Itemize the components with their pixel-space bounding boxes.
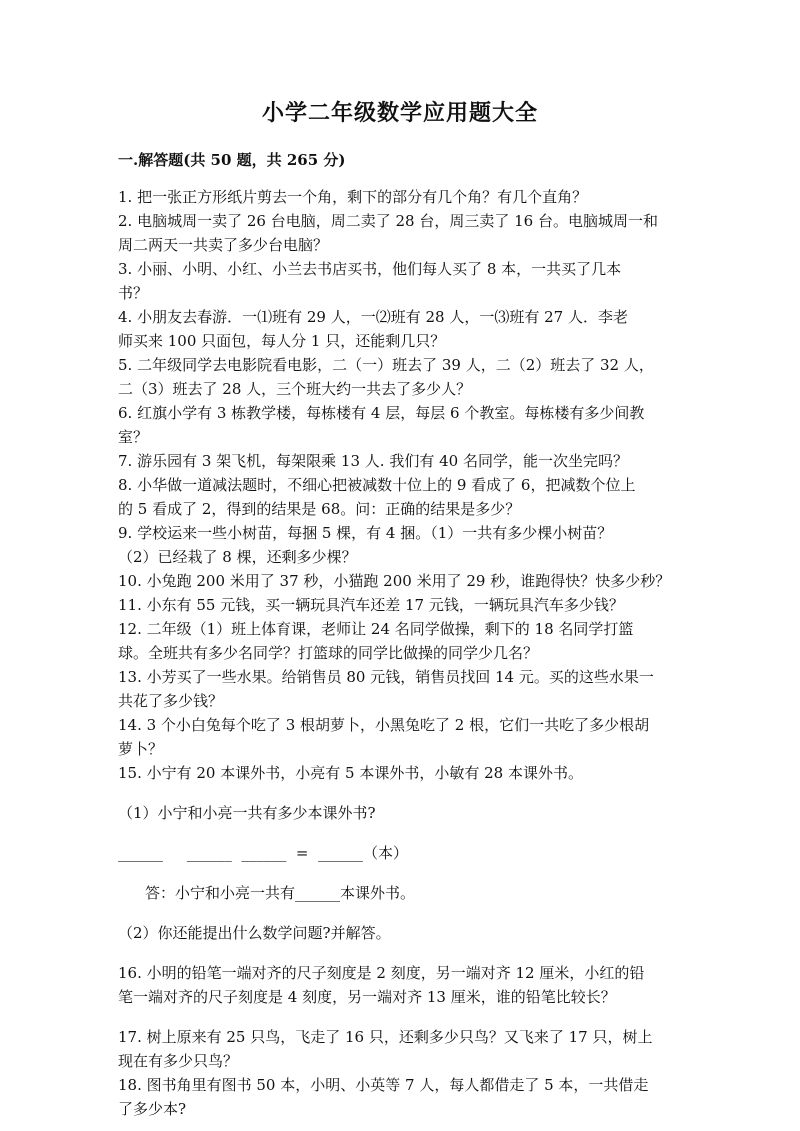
question-16-line-2: 笔一端对齐的尺子刻度是 4 刻度，另一端对齐 13 厘米，谁的铅笔比较长？ [118,988,616,1006]
question-11: 11. 小东有 55 元钱，买一辆玩具汽车还差 17 元钱，一辆玩具汽车多少钱？ [118,596,624,614]
question-12-line-2: 球。全班共有多少名同学？打篮球的同学比做操的同学少几名？ [118,644,539,662]
question-3-line-2: 书？ [118,284,149,302]
question-18-line-1: 18. 图书角里有图书 50 本，小明、小英等 7 人，每人都借走了 5 本，一共借走 [118,1076,649,1094]
question-2-line-2: 周二两天一共卖了多少台电脑？ [118,236,329,254]
question-13-line-2: 共花了多少钱？ [118,692,224,710]
question-17-line-1: 17. 树上原来有 25 只鸟，飞走了 16 只，还剩多少只鸟？又飞来了 17 只，树上 [118,1028,653,1046]
question-18-line-2: 了多少本? [118,1100,187,1118]
question-14-line-2: 萝卜？ [118,740,164,758]
question-14-line-1: 14. 3 个小白兔每个吃了 3 根胡萝卜，小黑兔吃了 2 根，它们一共吃了多少根胡 [118,716,650,734]
question-15-blank-equation: ______ ______ ______ = ______（本） [118,844,409,862]
question-1: 1. 把一张正方形纸片剪去一个角，剩下的部分有几个角？有几个直角？ [118,188,588,206]
question-16-line-1: 16. 小明的铅笔一端对齐的尺子刻度是 2 刻度，另一端对齐 12 厘米，小红的铅 [118,964,645,982]
question-3-line-1: 3. 小丽、小明、小红、小兰去书店买书，他们每人买了 8 本，一共买了几本 [118,260,622,278]
question-9-line-1: 9. 学校运来一些小树苗，每捆 5 棵，有 4 捆。（1）一共有多少棵小树苗？ [118,524,613,542]
question-5-line-2: 二（3）班去了 28 人，三个班大约一共去了多少人？ [118,380,472,398]
question-6-line-1: 6. 红旗小学有 3 栋教学楼，每栋楼有 4 层，每层 6 个教室。每栋楼有多少间教 [118,404,645,422]
page-title: 小学二年级数学应用题大全 [261,100,538,126]
question-9-line-2: （2）已经栽了 8 棵，还剩多少棵？ [118,548,357,566]
question-8-line-1: 8. 小华做一道减法题时，不细心把被减数十位上的 9 看成了 6，把减数个位上 [118,476,636,494]
question-15-part-1: （1）小宁和小亮一共有多少本课外书? [118,804,376,822]
question-17-line-2: 现在有多少只鸟？ [118,1052,239,1070]
question-15-part-2: （2）你还能提出什么数学问题?并解答。 [118,924,391,942]
question-15: 15. 小宁有 20 本课外书，小亮有 5 本课外书，小敏有 28 本课外书。 [118,764,583,782]
question-4-line-1: 4. 小朋友去春游．一⑴班有 29 人，一⑵班有 28 人，一⑶班有 27 人．李老 [118,308,628,326]
question-7: 7. 游乐园有 3 架飞机，每架限乘 13 人. 我们有 40 名同学，能一次坐完吗？ [118,452,628,470]
question-15-answer-line: 答：小宁和小亮一共有______本课外书。 [145,884,416,902]
question-2-line-1: 2. 电脑城周一卖了 26 台电脑，周二卖了 28 台，周三卖了 16 台。电脑城周一和 [118,212,658,230]
question-12-line-1: 12. 二年级（1）班上体育课，老师让 24 名同学做操，剩下的 18 名同学打篮 [118,620,634,638]
question-6-line-2: 室？ [118,428,149,446]
section-heading: 一.解答题(共 50 题，共 265 分) [118,151,346,169]
question-13-line-1: 13. 小芳买了一些水果。给销售员 80 元钱，销售员找回 14 元。买的这些水果一 [118,668,654,686]
question-5-line-1: 5. 二年级同学去电影院看电影，二（一）班去了 39 人，二（2）班去了 32 人， [118,356,654,374]
question-4-line-2: 师买来 100 只面包，每人分 1 只，还能剩几只？ [118,332,446,350]
question-10: 10. 小兔跑 200 米用了 37 秒，小猫跑 200 米用了 29 秒，谁跑得快？快多少秒？ [118,572,671,590]
question-list [118,185,688,1121]
question-8-line-2: 的 5 看成了 2，得到的结果是 68。问：正确的结果是多少？ [118,500,521,518]
